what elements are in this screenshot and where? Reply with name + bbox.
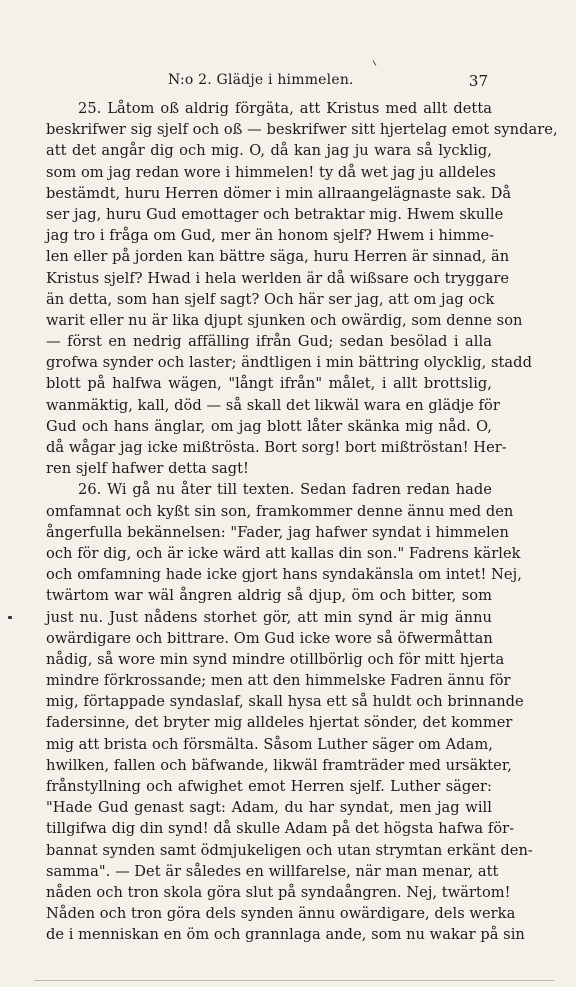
text-line: nådig, så wore min synd mindre otillbörlig och för mitt hjerta [46, 650, 505, 668]
text-line: hwilken, fallen och bäfwande, likwäl framträder med ursäkter, [46, 756, 512, 774]
text-line: bestämdt, huru Herren dömer i min allraangelägnaste sak. Då [46, 184, 512, 202]
text-line: beskrifwer sig sjelf och oß — beskrifwer sitt hjertelag emot syndare, [46, 121, 558, 139]
text-line: frånstyllning och afwighet emot Herren sjelf. Luther säger: [46, 778, 492, 795]
text-line: ren sjelf hafwer detta sagt! [46, 460, 249, 478]
print-mark [373, 60, 377, 66]
text-line: just nu. Just nådens storhet gör, att min synd är mig ännu [46, 608, 492, 626]
text-line: grofwa synder och laster; ändtligen i min bättring olycklig, stadd [46, 354, 532, 372]
text-line: mindre förkrossande; men att den himmelske Fadren ännu för [46, 672, 511, 690]
page-number: 37 [468, 72, 488, 90]
text-line: — först en nedrig affälling ifrån Gud; sedan besölad i alla [46, 333, 492, 351]
text-line: samma". — Det är således en willfarelse, när man menar, att [46, 862, 499, 880]
margin-mark [8, 616, 12, 619]
text-line: 26. Wi gå nu åter till texten. Sedan fadren redan hade [78, 481, 492, 499]
text-line: len eller på jorden kan bättre säga, huru Herren är sinnad, än [46, 248, 510, 266]
text-line: Kristus sjelf? Hwad i hela werlden är då wißsare och tryggare [46, 269, 510, 287]
text-line: nåden och tron skola göra slut på syndaångren. Nej, twärtom! [46, 883, 511, 901]
text-line: 25. Låtom oß aldrig förgäta, att Kristus med allt detta [78, 100, 492, 117]
text-line: ångerfulla bekännelsen: "Fader, jag hafwer syndat i himmelen [46, 523, 509, 541]
text-line: blott på halfwa wägen, "långt ifrån" målet, i allt brottslig, [46, 375, 492, 393]
text-line: Nåden och tron göra dels synden ännu owärdigare, dels werka [46, 905, 516, 923]
text-line: och omfamning hade icke gjort hans syndakänsla om intet! Nej, [46, 566, 522, 584]
text-line: än detta, som han sjelf sagt? Och här ser jag, att om jag ock [46, 290, 495, 308]
header-title: N:o 2. Glädje i himmelen. [168, 72, 354, 88]
text-line: jag tro i fråga om Gud, mer än honom sjelf? Hwem i himme- [46, 227, 495, 245]
running-header [48, 70, 488, 92]
text-line: twärtom war wäl ångren aldrig så djup, öm och bitter, som [46, 587, 492, 605]
text-line: owärdigare och bittrare. Om Gud icke wore så öfwermåttan [46, 629, 493, 647]
text-line: warit eller nu är lika djupt sjunken och owärdig, som denne son [46, 311, 523, 329]
text-line: då wågar jag icke mißtrösta. Bort sorg! bort mißtröstan! Her- [46, 439, 507, 456]
text-line: fadersinne, det bryter mig alldeles hjertat sönder, det kommer [46, 714, 513, 732]
text-line: mig att brista och försmälta. Såsom Luther säger om Adam, [46, 735, 493, 753]
body-text [46, 98, 558, 946]
text-line: bannat synden samt ödmjukeligen och utan strymtan erkänt den- [46, 841, 533, 859]
text-line: ser jag, huru Gud emottager och betraktar mig. Hwem skulle [46, 205, 504, 223]
text-line: att det angår dig och mig. O, då kan jag ju wara så lycklig, [46, 142, 492, 160]
text-line: omfamnat och kyßt sin son, framkommer denne ännu med den [46, 502, 514, 520]
text-line: som om jag redan wore i himmelen! ty då wet jag ju alldeles [46, 163, 496, 181]
text-line: tillgifwa dig din synd! då skulle Adam på det högsta hafwa för- [46, 820, 515, 838]
text-line: mig, förtappade syndaslaf, skall hysa ett så huldt och brinnande [46, 693, 524, 711]
text-line: Gud och hans änglar, om jag blott låter skänka mig nåd. O, [46, 417, 492, 435]
page-bottom-edge [34, 980, 554, 981]
text-line: de i menniskan en öm och grannlaga ande, som nu wakar på sin [46, 926, 525, 944]
text-line: wanmäktig, kall, död — så skall det likwäl wara en glädje för [46, 396, 500, 414]
text-line: "Hade Gud genast sagt: Adam, du har syndat, men jag will [46, 799, 492, 817]
text-line: och för dig, och är icke wärd att kallas din son." Fadrens kärlek [46, 544, 521, 562]
